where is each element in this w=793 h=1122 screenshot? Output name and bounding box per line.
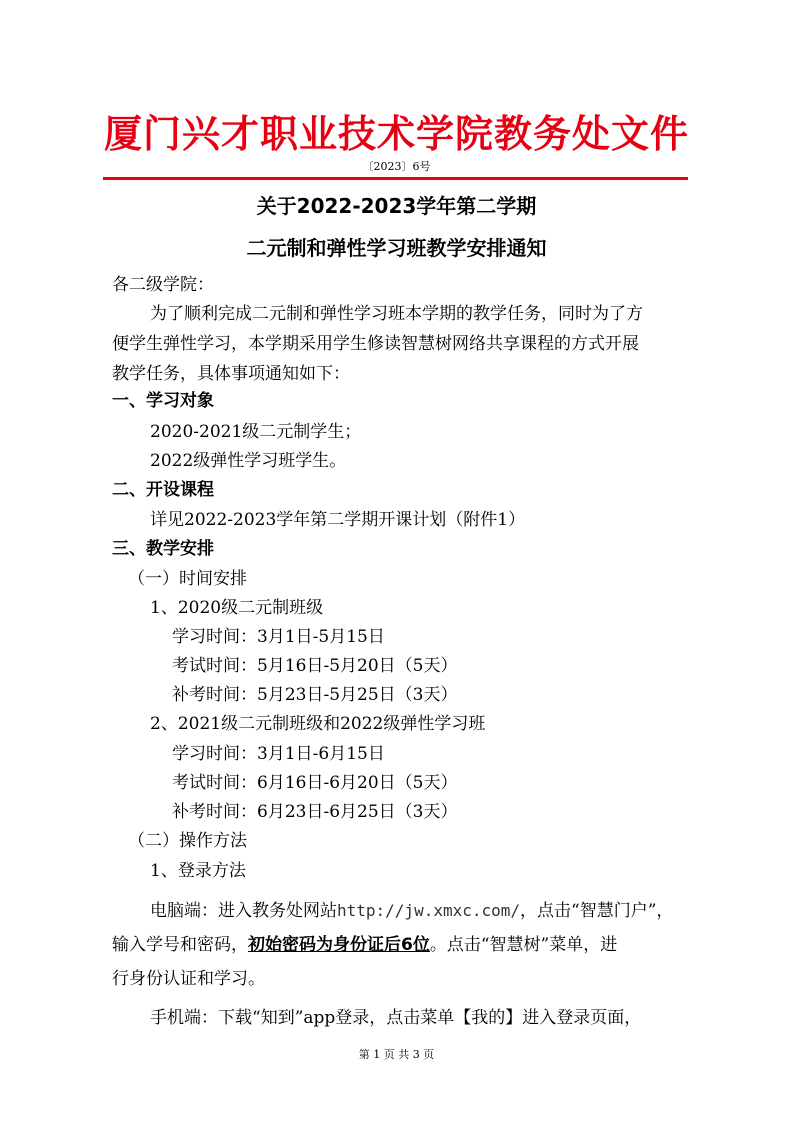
section-1-item-2: 2022级弹性学习班学生。 [150, 451, 347, 471]
intro-line-3: 教学任务，具体事项通知如下： [112, 364, 350, 384]
section-1-item-1: 2020-2021级二元制学生； [150, 422, 362, 442]
section-2-heading: 二、开设课程 [112, 480, 214, 500]
group-2-heading: 2、2021级二元制班级和2022级弹性学习班 [150, 714, 486, 734]
pc-instructions-line-3: 行身份认证和学习。 [112, 969, 265, 989]
pc-instructions-line-2 [112, 930, 617, 955]
page-footer: 第 1 页 共 3 页 [358, 1048, 435, 1061]
intro-line-2: 便学生弹性学习，本学期采用学生修读智慧树网络共享课程的方式开展 [112, 334, 639, 354]
mobile-instructions-line-1: 手机端：下载“知到”app登录，点击菜单【我的】进入登录页面， [150, 1008, 642, 1028]
section-1-heading: 一、学习对象 [112, 391, 214, 411]
login-method-heading: 1、登录方法 [150, 861, 246, 881]
intro-line-1: 为了顺利完成二元制和弹性学习班本学期的教学任务，同时为了方 [150, 304, 643, 324]
jw-website-link[interactable]: http://jw.xmxc.com/ [337, 901, 521, 920]
section-2-text: 详见2022-2023学年第二学期开课计划（附件1） [150, 510, 526, 530]
pc-instructions-line-1 [150, 896, 673, 921]
pc-prefix: 电脑端：进入教务处网站 [150, 901, 337, 921]
group-2-exam-time: 考试时间：6月16日-6月20日（5天） [172, 773, 458, 793]
header-divider [103, 177, 688, 180]
group-1-makeup-time: 补考时间：5月23日-5月25日（3天） [172, 685, 458, 705]
notice-title-line-1: 关于2022-2023学年第二学期 [256, 194, 537, 218]
section-3-heading: 三、教学安排 [112, 539, 214, 559]
pc-line-2-suffix: 。点击“智慧树”菜单，进 [429, 935, 618, 955]
notice-title-line-2: 二元制和弹性学习班教学安排通知 [246, 236, 547, 260]
pc-line-2-prefix: 输入学号和密码， [112, 935, 248, 955]
pc-suffix: ，点击“智慧门户”， [520, 901, 674, 921]
subsection-2-heading: （二）操作方法 [128, 831, 247, 851]
initial-password-note: 初始密码为身份证后6位 [248, 935, 430, 955]
salutation: 各二级学院： [112, 275, 214, 295]
group-2-makeup-time: 补考时间：6月23日-6月25日（3天） [172, 802, 458, 822]
subsection-1-heading: （一）时间安排 [128, 569, 247, 589]
group-1-exam-time: 考试时间：5月16日-5月20日（5天） [172, 656, 458, 676]
document-number: 〔2023〕6号 [362, 160, 431, 173]
document-header-title: 厦门兴才职业技术学院教务处文件 [103, 111, 689, 156]
group-2-study-time: 学习时间：3月1日-6月15日 [172, 744, 385, 764]
group-1-study-time: 学习时间：3月1日-5月15日 [172, 627, 385, 647]
group-1-heading: 1、2020级二元制班级 [150, 598, 324, 618]
